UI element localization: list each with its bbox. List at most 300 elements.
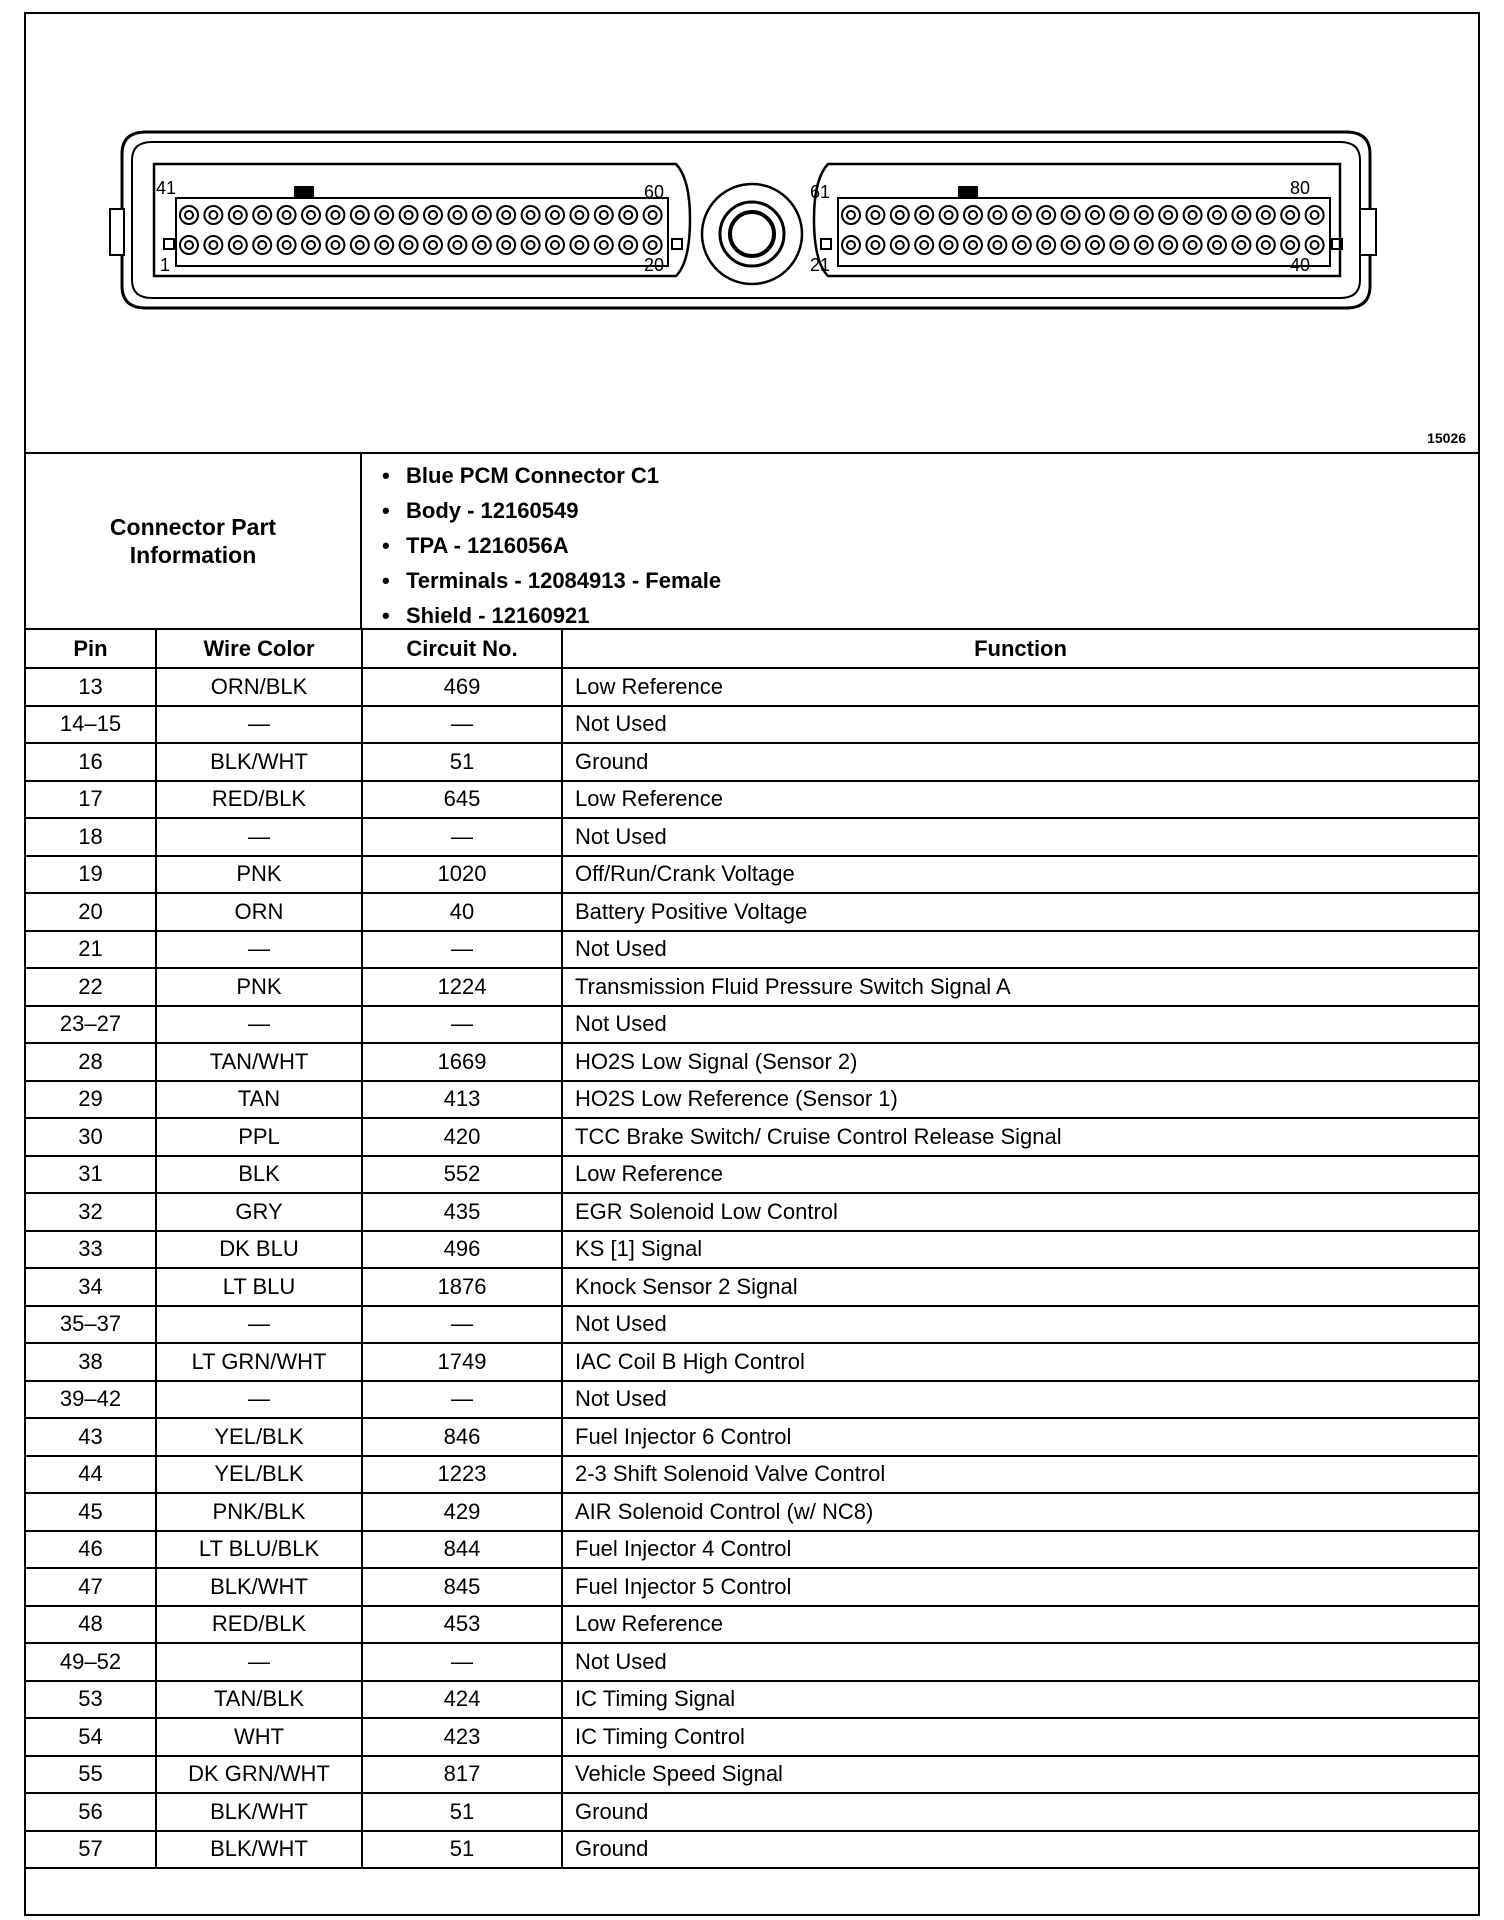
pin-hole	[473, 236, 491, 254]
circuit-cell: —	[362, 931, 562, 969]
pin-hole-center	[575, 211, 583, 219]
circuit-cell: 424	[362, 1681, 562, 1719]
pin-hole	[326, 206, 344, 224]
pin-hole	[448, 206, 466, 224]
circuit-cell: 1224	[362, 968, 562, 1006]
table-row	[26, 781, 1478, 819]
pin-hole	[522, 236, 540, 254]
pin-hole	[497, 206, 515, 224]
wire-color-cell: —	[156, 1006, 362, 1044]
function-cell: Low Reference	[562, 1606, 1478, 1644]
pin-hole-center	[380, 211, 388, 219]
info-item-terminals: • Terminals - 12084913 - Female	[406, 563, 1478, 598]
header-function: Function	[562, 630, 1478, 668]
pin-cell: 32	[26, 1193, 156, 1231]
pin-hole	[1037, 206, 1055, 224]
table-row	[26, 893, 1478, 931]
pin-hole	[1135, 236, 1153, 254]
pin-hole	[546, 236, 564, 254]
wire-color-cell: —	[156, 1306, 362, 1344]
table-row	[26, 1531, 1478, 1569]
wire-color-cell: BLK/WHT	[156, 1793, 362, 1831]
pin-hole	[1306, 236, 1324, 254]
info-item-tpa: • TPA - 1216056A	[406, 528, 1478, 563]
pin-hole-center	[1067, 241, 1075, 249]
table-row	[26, 1118, 1478, 1156]
pin-cell: 44	[26, 1456, 156, 1494]
info-item-shield: • Shield - 12160921	[406, 598, 1478, 633]
pin-hole-center	[969, 211, 977, 219]
circuit-cell: 51	[362, 743, 562, 781]
wire-color-cell: PNK	[156, 856, 362, 894]
pin-hole	[204, 236, 222, 254]
pin-hole-center	[993, 211, 1001, 219]
left-pin-field	[176, 198, 668, 266]
pin-cell: 56	[26, 1793, 156, 1831]
table-row	[26, 743, 1478, 781]
pin-hole	[400, 236, 418, 254]
function-cell: Not Used	[562, 706, 1478, 744]
pin-hole-center	[356, 211, 364, 219]
center-bolt-housing	[702, 184, 802, 284]
wire-color-cell: YEL/BLK	[156, 1456, 362, 1494]
pin-cell: 22	[26, 968, 156, 1006]
pin-label-80: 80	[1290, 178, 1311, 198]
pin-hole	[619, 206, 637, 224]
pin-cell: 17	[26, 781, 156, 819]
pin-hole-center	[1189, 211, 1197, 219]
pin-cell: 34	[26, 1268, 156, 1306]
pin-hole-center	[847, 241, 855, 249]
pin-hole	[1281, 236, 1299, 254]
function-cell: Ground	[562, 743, 1478, 781]
connector-part-info-list	[362, 454, 1478, 628]
pin-hole-center	[575, 241, 583, 249]
pin-hole-center	[1018, 211, 1026, 219]
table-row	[26, 1006, 1478, 1044]
circuit-cell: 469	[362, 668, 562, 706]
wire-color-cell: BLK/WHT	[156, 1831, 362, 1869]
pin-hole-center	[1262, 241, 1270, 249]
function-cell: Battery Positive Voltage	[562, 893, 1478, 931]
header-pin: Pin	[26, 630, 156, 668]
pin-hole	[229, 206, 247, 224]
function-cell: Fuel Injector 5 Control	[562, 1568, 1478, 1606]
circuit-cell: 413	[362, 1081, 562, 1119]
center-bolt-inner	[730, 212, 774, 256]
wire-color-cell: PNK/BLK	[156, 1493, 362, 1531]
connector-part-info	[26, 454, 1478, 630]
function-cell: KS [1] Signal	[562, 1231, 1478, 1269]
pin-hole	[1110, 206, 1128, 224]
function-cell: Vehicle Speed Signal	[562, 1756, 1478, 1794]
pin-hole-center	[624, 241, 632, 249]
pin-table	[26, 630, 1478, 1869]
pin-hole-center	[1311, 241, 1319, 249]
pin-hole-center	[356, 241, 364, 249]
figure-number: 15026	[1427, 430, 1466, 446]
function-cell: Not Used	[562, 1306, 1478, 1344]
table-row	[26, 968, 1478, 1006]
table-row	[26, 706, 1478, 744]
pin-hole	[1086, 206, 1104, 224]
table-row	[26, 1343, 1478, 1381]
pin-hole-center	[1042, 241, 1050, 249]
circuit-cell: 1749	[362, 1343, 562, 1381]
circuit-cell: 453	[362, 1606, 562, 1644]
circuit-cell: 1876	[362, 1268, 562, 1306]
pin-hole-center	[380, 241, 388, 249]
function-cell: Ground	[562, 1793, 1478, 1831]
left-latch	[110, 209, 124, 255]
wire-color-cell: —	[156, 1381, 362, 1419]
circuit-cell: 1669	[362, 1043, 562, 1081]
pin-hole	[1281, 206, 1299, 224]
pin-cell: 53	[26, 1681, 156, 1719]
circuit-cell: 645	[362, 781, 562, 819]
pin-hole	[1062, 236, 1080, 254]
pin-hole	[915, 206, 933, 224]
pin-hole-center	[1286, 241, 1294, 249]
table-row	[26, 1606, 1478, 1644]
pin-hole	[1184, 236, 1202, 254]
pin-hole	[278, 236, 296, 254]
pin-hole-center	[405, 211, 413, 219]
table-row	[26, 1306, 1478, 1344]
pin-hole	[1037, 236, 1055, 254]
circuit-cell: 496	[362, 1231, 562, 1269]
pin-hole-center	[502, 241, 510, 249]
table-row	[26, 856, 1478, 894]
circuit-cell: 423	[362, 1718, 562, 1756]
pin-cell: 14–15	[26, 706, 156, 744]
pin-hole-center	[527, 211, 535, 219]
pin-hole-center	[649, 211, 657, 219]
circuit-cell: 552	[362, 1156, 562, 1194]
pin-hole-center	[649, 241, 657, 249]
pin-hole	[1159, 206, 1177, 224]
pin-cell: 57	[26, 1831, 156, 1869]
function-cell: IC Timing Signal	[562, 1681, 1478, 1719]
pin-hole-center	[871, 241, 879, 249]
pin-hole	[497, 236, 515, 254]
function-cell: Low Reference	[562, 781, 1478, 819]
pin-cell: 23–27	[26, 1006, 156, 1044]
pin-hole	[988, 236, 1006, 254]
pin-cell: 20	[26, 893, 156, 931]
wire-color-cell: PNK	[156, 968, 362, 1006]
pin-hole-center	[1140, 241, 1148, 249]
wire-color-cell: LT BLU	[156, 1268, 362, 1306]
pin-hole-center	[1213, 241, 1221, 249]
pin-hole	[229, 236, 247, 254]
pin-label-20: 20	[644, 255, 665, 275]
wire-color-cell: TAN	[156, 1081, 362, 1119]
pin-hole-center	[258, 211, 266, 219]
pin-hole	[1013, 236, 1031, 254]
pin-cell: 54	[26, 1718, 156, 1756]
pin-hole	[570, 206, 588, 224]
table-row	[26, 1418, 1478, 1456]
function-cell: Ground	[562, 1831, 1478, 1869]
function-cell: EGR Solenoid Low Control	[562, 1193, 1478, 1231]
pin-hole-center	[502, 211, 510, 219]
pin-hole-center	[331, 211, 339, 219]
pin-cell: 28	[26, 1043, 156, 1081]
pin-hole-center	[331, 241, 339, 249]
pin-cell: 31	[26, 1156, 156, 1194]
circuit-cell: 846	[362, 1418, 562, 1456]
table-row	[26, 1156, 1478, 1194]
pin-cell: 18	[26, 818, 156, 856]
table-row	[26, 1493, 1478, 1531]
function-cell: IC Timing Control	[562, 1718, 1478, 1756]
pin-hole	[1159, 236, 1177, 254]
pin-hole-center	[453, 241, 461, 249]
table-row	[26, 1643, 1478, 1681]
table-row	[26, 1793, 1478, 1831]
function-cell: HO2S Low Signal (Sensor 2)	[562, 1043, 1478, 1081]
pin-hole	[253, 236, 271, 254]
pin-hole	[1135, 206, 1153, 224]
header-wire-color: Wire Color	[156, 630, 362, 668]
pin-hole	[1232, 236, 1250, 254]
wire-color-cell: TAN/BLK	[156, 1681, 362, 1719]
function-cell: Not Used	[562, 931, 1478, 969]
table-row	[26, 1718, 1478, 1756]
pin-hole-center	[1311, 211, 1319, 219]
left-keying-mark	[164, 239, 174, 249]
function-cell: Low Reference	[562, 1156, 1478, 1194]
pin-hole	[424, 236, 442, 254]
pin-hole-center	[969, 241, 977, 249]
pin-hole	[866, 236, 884, 254]
pin-hole	[448, 236, 466, 254]
pin-table-body	[26, 668, 1478, 1868]
pin-label-21: 21	[810, 255, 831, 275]
pin-hole	[570, 236, 588, 254]
function-cell: Fuel Injector 6 Control	[562, 1418, 1478, 1456]
pin-hole-center	[185, 241, 193, 249]
pin-hole	[253, 206, 271, 224]
pin-cell: 55	[26, 1756, 156, 1794]
circuit-cell: 40	[362, 893, 562, 931]
pin-hole	[278, 206, 296, 224]
circuit-cell: —	[362, 818, 562, 856]
pin-hole-center	[551, 211, 559, 219]
pin-hole	[1184, 206, 1202, 224]
circuit-cell: 51	[362, 1793, 562, 1831]
pin-hole	[1110, 236, 1128, 254]
pin-hole	[619, 236, 637, 254]
pin-hole-center	[1164, 241, 1172, 249]
wire-color-cell: GRY	[156, 1193, 362, 1231]
pin-cell: 48	[26, 1606, 156, 1644]
circuit-cell: —	[362, 706, 562, 744]
table-row	[26, 818, 1478, 856]
pin-label-60: 60	[644, 182, 665, 202]
pin-hole-center	[453, 211, 461, 219]
connector-part-info-label: Connector Part Information	[26, 454, 362, 628]
pin-hole-center	[600, 241, 608, 249]
table-row	[26, 1568, 1478, 1606]
pin-hole	[522, 206, 540, 224]
pin-hole-center	[920, 241, 928, 249]
left-lock-tab	[294, 186, 314, 197]
pin-cell: 30	[26, 1118, 156, 1156]
circuit-cell: —	[362, 1643, 562, 1681]
function-cell: Transmission Fluid Pressure Switch Signal A	[562, 968, 1478, 1006]
circuit-cell: 845	[362, 1568, 562, 1606]
wire-color-cell: ORN	[156, 893, 362, 931]
circuit-cell: 420	[362, 1118, 562, 1156]
connector-sheet	[24, 12, 1480, 1916]
wire-color-cell: RED/BLK	[156, 1606, 362, 1644]
pin-hole	[302, 236, 320, 254]
pin-hole	[891, 236, 909, 254]
function-cell: AIR Solenoid Control (w/ NC8)	[562, 1493, 1478, 1531]
connector-diagram	[26, 14, 1478, 454]
wire-color-cell: PPL	[156, 1118, 362, 1156]
pin-hole	[1208, 236, 1226, 254]
function-cell: 2-3 Shift Solenoid Valve Control	[562, 1456, 1478, 1494]
pin-hole-center	[1237, 241, 1245, 249]
right-pin-field	[838, 198, 1330, 266]
pin-cell: 49–52	[26, 1643, 156, 1681]
pin-hole	[424, 206, 442, 224]
pin-hole	[351, 236, 369, 254]
pin-hole-center	[478, 211, 486, 219]
pin-hole-center	[1091, 241, 1099, 249]
pin-hole-center	[1140, 211, 1148, 219]
pin-hole-center	[429, 211, 437, 219]
pin-hole-center	[1067, 211, 1075, 219]
pin-hole-center	[258, 241, 266, 249]
pin-hole-center	[1115, 241, 1123, 249]
pin-hole-center	[307, 211, 315, 219]
table-row	[26, 1756, 1478, 1794]
pin-cell: 19	[26, 856, 156, 894]
wire-color-cell: —	[156, 818, 362, 856]
pin-hole	[866, 206, 884, 224]
pin-hole	[595, 206, 613, 224]
pin-cell: 43	[26, 1418, 156, 1456]
pin-hole	[842, 236, 860, 254]
pin-label-40: 40	[1290, 255, 1311, 275]
right-lock-tab	[958, 186, 978, 197]
pin-hole	[375, 236, 393, 254]
function-cell: Fuel Injector 4 Control	[562, 1531, 1478, 1569]
pin-hole-center	[1262, 211, 1270, 219]
pin-hole-center	[234, 241, 242, 249]
pin-hole-center	[1286, 211, 1294, 219]
pin-hole	[1257, 236, 1275, 254]
pin-hole-center	[1115, 211, 1123, 219]
circuit-cell: —	[362, 1006, 562, 1044]
table-row	[26, 1268, 1478, 1306]
pin-cell: 39–42	[26, 1381, 156, 1419]
wire-color-cell: DK BLU	[156, 1231, 362, 1269]
pin-hole	[644, 206, 662, 224]
connector-face-drawing	[26, 14, 1478, 452]
left-center-mark	[672, 239, 682, 249]
wire-color-cell: —	[156, 931, 362, 969]
pin-hole	[915, 236, 933, 254]
circuit-cell: —	[362, 1381, 562, 1419]
circuit-cell: 1223	[362, 1456, 562, 1494]
pin-hole-center	[185, 211, 193, 219]
table-row	[26, 1193, 1478, 1231]
wire-color-cell: YEL/BLK	[156, 1418, 362, 1456]
wire-color-cell: LT BLU/BLK	[156, 1531, 362, 1569]
pin-cell: 21	[26, 931, 156, 969]
pin-hole-center	[527, 241, 535, 249]
pin-hole	[1062, 206, 1080, 224]
pin-hole-center	[993, 241, 1001, 249]
pin-hole-center	[1164, 211, 1172, 219]
pin-hole-center	[209, 241, 217, 249]
circuit-cell: 429	[362, 1493, 562, 1531]
pin-hole-center	[551, 241, 559, 249]
pin-hole-center	[234, 211, 242, 219]
pin-hole	[473, 206, 491, 224]
pin-hole-center	[1189, 241, 1197, 249]
pin-hole	[595, 236, 613, 254]
circuit-cell: 1020	[362, 856, 562, 894]
table-row	[26, 668, 1478, 706]
wire-color-cell: BLK/WHT	[156, 743, 362, 781]
circuit-cell: 51	[362, 1831, 562, 1869]
table-row	[26, 1081, 1478, 1119]
pin-hole	[964, 236, 982, 254]
right-center-mark	[821, 239, 831, 249]
wire-color-cell: BLK/WHT	[156, 1568, 362, 1606]
pin-hole-center	[896, 211, 904, 219]
pin-cell: 16	[26, 743, 156, 781]
header-circuit-no: Circuit No.	[362, 630, 562, 668]
pin-hole	[1232, 206, 1250, 224]
circuit-cell: 817	[362, 1756, 562, 1794]
pin-hole	[1257, 206, 1275, 224]
pin-hole	[375, 206, 393, 224]
pin-hole	[1208, 206, 1226, 224]
pin-hole	[204, 206, 222, 224]
pin-hole-center	[405, 241, 413, 249]
pin-hole-center	[1042, 211, 1050, 219]
pin-hole	[940, 206, 958, 224]
pin-hole	[940, 236, 958, 254]
pin-hole	[180, 206, 198, 224]
pin-hole	[326, 236, 344, 254]
pin-hole-center	[600, 211, 608, 219]
wire-color-cell: DK GRN/WHT	[156, 1756, 362, 1794]
pin-cell: 33	[26, 1231, 156, 1269]
function-cell: Not Used	[562, 818, 1478, 856]
pin-hole-center	[1237, 211, 1245, 219]
pin-hole-center	[429, 241, 437, 249]
pin-table-header	[26, 630, 1478, 668]
function-cell: HO2S Low Reference (Sensor 1)	[562, 1081, 1478, 1119]
info-item-connector: • Blue PCM Connector C1	[406, 458, 1478, 493]
pin-hole-center	[945, 241, 953, 249]
table-row	[26, 1831, 1478, 1869]
info-item-body: • Body - 12160549	[406, 493, 1478, 528]
function-cell: Low Reference	[562, 668, 1478, 706]
pin-hole	[400, 206, 418, 224]
pin-hole-center	[896, 241, 904, 249]
pin-cell: 47	[26, 1568, 156, 1606]
pin-cell: 38	[26, 1343, 156, 1381]
